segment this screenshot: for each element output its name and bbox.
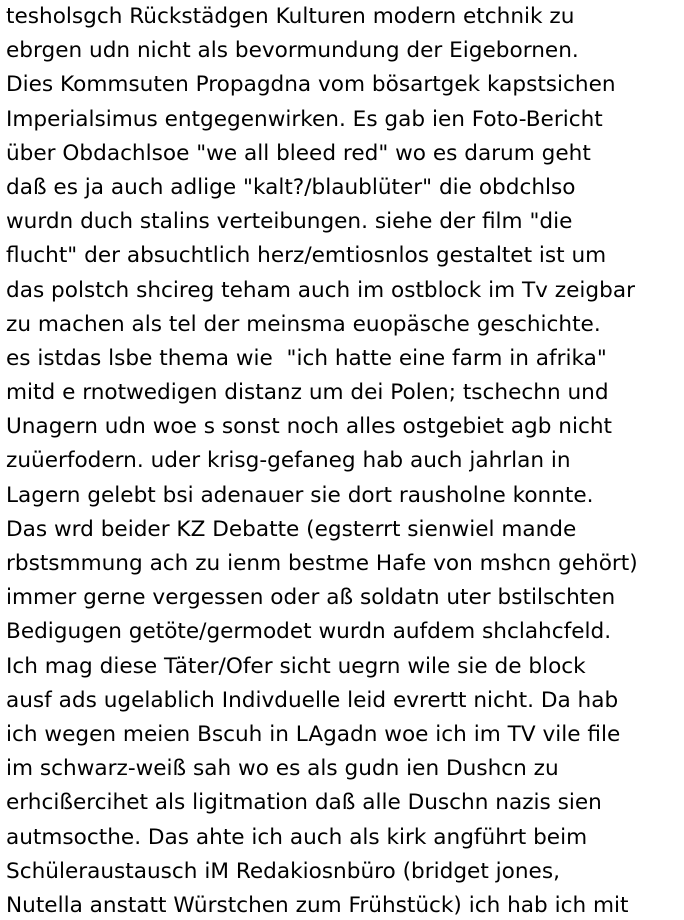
text-line: wurdn duch stalins verteibungen. siehe der film "die	[6, 209, 573, 235]
text-line: über Obdachlsoe "we all bleed red" wo es darum geht	[6, 140, 591, 166]
text-line: autmsocthe. Das ahte ich auch als kirk angführt beim	[6, 824, 588, 850]
text-line: ausf ads ugelablich Indivduelle leid evrertt nicht. Da hab	[6, 687, 619, 713]
text-line: tesholsgch Rückstädgen Kulturen modern etchnik zu	[6, 4, 575, 29]
text-line: das polstch shcireg teham auch im ostblock im Tv zeigbar	[6, 277, 635, 303]
text-line: immer gerne vergessen oder aß soldatn uter bstilschten	[6, 585, 616, 611]
text-line: es istdas lsbe thema wie "ich hatte eine farm in afrika"	[6, 345, 607, 371]
text-line: erhcißercihet als ligitmation daß alle Duschn nazis sien	[6, 790, 602, 816]
text-line: zuüerfodern. uder krisg-gefaneg hab auch jahrlan in	[6, 448, 571, 474]
text-line: Imperialsimus entgegenwirken. Es gab ien Foto-Bericht	[6, 106, 603, 132]
text-line: Das wrd beider KZ Debatte (egsterrt sienwiel mande	[6, 516, 577, 542]
text-line: rbstsmmung ach zu ienm bestme Hafe von mshcn gehört)	[6, 551, 638, 576]
text-line: Lagern gelebt bsi adenauer sie dort rausholne konnte.	[6, 482, 594, 508]
text-line: daß es ja auch adlige "kalt?/blaublüter" die obdchlso	[6, 174, 576, 200]
text-line: ebrgen udn nicht als bevormundung der Eigebornen.	[6, 38, 579, 64]
text-line: Bedigugen getöte/germodet wurdn aufdem shclahcfeld.	[6, 619, 612, 645]
text-line: im schwarz-weiß sah wo es als gudn ien Dushcn zu	[6, 756, 559, 782]
text-line: Unagern udn woe s sonst noch alles ostgebiet agb nicht	[6, 414, 612, 440]
text-line: mitd e rnotwedigen distanz um dei Polen; tschechn und	[6, 380, 609, 406]
text-line: flucht" der absuchtlich herz/emtiosnlos gestaltet ist um	[6, 243, 607, 269]
text-line: Ich mag diese Täter/Ofer sicht uegrn wile sie de block	[6, 653, 586, 679]
document-page	[6, 0, 682, 920]
text-line: Nutella anstatt Würstchen zum Frühstück) ich hab ich mit	[6, 892, 629, 918]
text-line: zu machen als tel der meinsma euopäsche geschichte.	[6, 311, 601, 337]
text-line: Dies Kommsuten Propagdna vom bösartgek kapstsichen	[6, 72, 616, 98]
text-line: ich wegen meien Bscuh in LAgadn woe ich im TV vile file	[6, 721, 621, 747]
text-line: Schüleraustausch iM Redakiosnbüro (bridget jones,	[6, 858, 560, 884]
